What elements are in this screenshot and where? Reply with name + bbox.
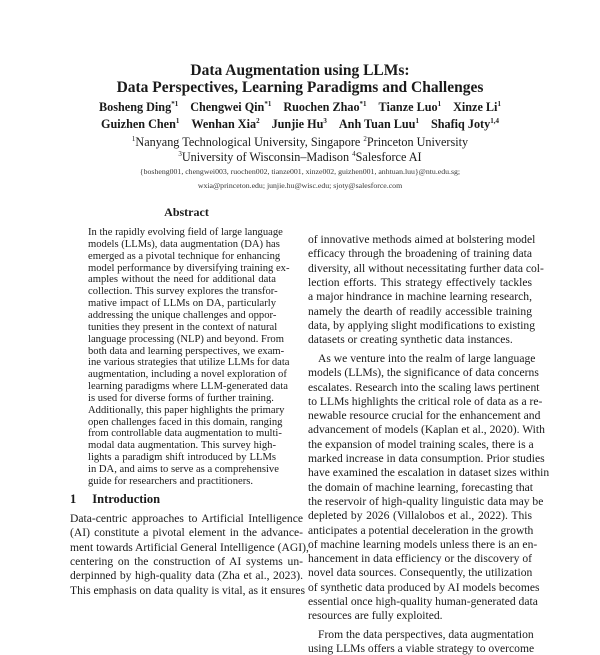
abstract-heading: Abstract xyxy=(164,205,209,219)
abstract-line: collection. This survey explores the transfor- xyxy=(88,286,278,298)
author-affiliation-mark: 2 xyxy=(256,117,260,125)
author-affiliation-mark: 1 xyxy=(415,117,419,125)
affiliation-name: Nanyang Technological University, Singapore xyxy=(135,135,364,150)
abstract-line: mative impact of LLMs on DA, particularly xyxy=(88,298,276,310)
section-number: 1 xyxy=(70,492,77,506)
abstract-line: addressing the unique challenges and oppor- xyxy=(88,309,277,321)
body-text-line: As we venture into the realm of large language xyxy=(318,351,536,365)
body-text-line: the reservoir of high-quality linguistic data may be xyxy=(308,494,544,508)
abstract-line: language processing (NLP) and beyond. From xyxy=(88,333,284,345)
introduction-line: This emphasis on data quality is vital, as it ensures xyxy=(70,583,306,597)
affiliation-mark: 3 xyxy=(178,150,182,158)
affiliation-line-2 xyxy=(0,150,600,165)
abstract-line: both data and learning perspectives, we exam- xyxy=(88,345,285,357)
body-text-line: datasets or creating synthetic data instances. xyxy=(308,333,513,347)
affiliation-name: University of Wisconsin–Madison xyxy=(181,150,353,165)
abstract-line: tunities they present in the context of natural xyxy=(88,321,278,333)
abstract-line: models (LLMs), data augmentation (DA) has xyxy=(88,238,280,250)
body-text-line: efficacy through the broadening of training data xyxy=(308,247,532,261)
body-text-line: anticipates a potential deceleration in the growth xyxy=(308,523,534,537)
author xyxy=(101,117,179,131)
body-text-line: data, by applying slight modifications to existing xyxy=(308,318,536,332)
author-name: Ruochen Zhao xyxy=(283,100,360,115)
affiliation-name: Princeton University xyxy=(366,135,469,150)
affiliation-name: Salesforce AI xyxy=(355,150,422,165)
introduction-line: derpinned by high-quality data (Zha et al., 2023). xyxy=(70,569,303,583)
introduction-line: (AI) constitute a pivotal element in the advance- xyxy=(70,526,303,540)
body-text-line: diversity, all without necessitating further data col- xyxy=(308,261,544,275)
abstract-line: open challenges faced in this domain, ranging xyxy=(88,416,283,428)
abstract-line: In the rapidly evolving field of large language xyxy=(88,227,283,238)
author-name: Junjie Hu xyxy=(271,117,324,132)
author xyxy=(453,100,501,114)
author xyxy=(339,117,419,131)
body-text-line: novel data sources. Consequently, the utilization xyxy=(308,566,533,580)
abstract-line: amples without the need for additional data xyxy=(88,274,276,286)
body-text-line: of synthetic data produced by AI models becomes xyxy=(308,580,540,594)
abstract-line: model performance by diversifying training ex- xyxy=(88,262,290,274)
abstract-line: emerged as a pivotal technique for enhancing xyxy=(88,250,281,262)
body-text-line: the expansion of model training scales, there is a xyxy=(308,437,534,451)
abstract-line: augmentation, including a novel exploration of xyxy=(88,369,287,381)
body-text-line: lection efforts. This strategy effectively tackles xyxy=(308,275,532,289)
author-name: Xinze Li xyxy=(453,100,498,115)
abstract-line: in DA, and aims to serve as a comprehensive xyxy=(88,464,279,475)
email-line-1: {bosheng001, chengwei003, ruochen002, tianze001, xinze002, guizhen001, anhtuan.luu}@ntu.edu.sg; xyxy=(139,167,461,176)
body-text-line: marked increase in data consumption. Prior studies xyxy=(308,452,545,465)
abstract-line: lights a paradigm shift introduced by LLMs xyxy=(88,452,276,464)
paper-title-line-1: Data Augmentation using LLMs: xyxy=(190,62,410,79)
author xyxy=(379,100,442,114)
author-affiliation-mark: 1,4 xyxy=(490,117,499,125)
section-title: Introduction xyxy=(92,492,161,506)
affiliation-mark: 1 xyxy=(131,135,136,143)
affiliation-line-1 xyxy=(0,135,600,150)
abstract-line: is used for diverse forms of further training. xyxy=(88,392,274,404)
author-affiliation-mark: *1 xyxy=(359,100,367,108)
abstract-line: learning paradigms where LLM-generated data xyxy=(88,381,289,393)
author xyxy=(283,100,366,114)
body-text-line: using LLMs offers a viable strategy to overcome xyxy=(308,642,535,655)
author-name: Shafiq Joty xyxy=(430,117,491,132)
author xyxy=(190,100,271,114)
introduction-line: centering on the construction of AI systems un- xyxy=(70,554,303,568)
paper-title-line-2: Data Perspectives, Learning Paradigms and Challenges xyxy=(116,79,484,96)
author-affiliation-mark: *1 xyxy=(171,100,179,108)
author-affiliation-mark: 3 xyxy=(323,117,327,125)
author-affiliation-mark: *1 xyxy=(264,100,272,108)
author xyxy=(431,117,499,131)
body-text-line: newable resource crucial for the enhancement and xyxy=(308,409,541,423)
introduction-line: Data-centric approaches to Artificial Intelligence xyxy=(70,512,303,525)
affiliation-mark: 4 xyxy=(352,150,356,158)
author-affiliation-mark: 1 xyxy=(175,117,180,125)
abstract-line: ine various strategies that utilize LLMs for data xyxy=(88,357,290,369)
body-text-line: namely the dearth of readily accessible training xyxy=(308,304,532,318)
body-text-line: escalates. Research into the scaling laws pertinent xyxy=(308,380,540,394)
introduction-heading xyxy=(70,492,160,507)
body-text-line: have examined the escalation in dataset sizes within xyxy=(308,466,550,480)
author-name: Tianze Luo xyxy=(378,100,438,115)
body-text-line: resources are fully exploited. xyxy=(308,609,443,623)
body-text-line: essential once high-quality human-generated data xyxy=(308,595,538,608)
author xyxy=(99,100,178,114)
author-line xyxy=(0,117,600,132)
author-affiliation-mark: 1 xyxy=(497,100,501,108)
author-affiliation-mark: 1 xyxy=(437,100,442,108)
body-text-line: From the data perspectives, data augmentation xyxy=(318,628,534,642)
abstract-line: Additionally, this paper highlights the primary xyxy=(88,404,285,416)
affiliation-mark: 2 xyxy=(363,135,367,143)
author-name: Anh Tuan Luu xyxy=(338,117,416,132)
abstract-line: modal data augmentation. This survey high- xyxy=(88,440,276,452)
body-text-line: advancement of models (Kaplan et al., 2020). With xyxy=(308,423,545,437)
body-text-line: of innovative methods aimed at bolstering model xyxy=(308,233,536,246)
author xyxy=(191,117,259,131)
author xyxy=(272,117,327,131)
body-text-line: hancement in data efficiency or the discovery of xyxy=(308,552,532,566)
abstract-line: from controllable data augmentation to multi- xyxy=(88,428,282,440)
abstract-line: guide for researchers and practitioners. xyxy=(88,475,254,487)
author-name: Bosheng Ding xyxy=(99,100,172,115)
body-text-line: of machine learning models unless there is an en- xyxy=(308,537,538,551)
body-text-line: a major hindrance in machine learning research, xyxy=(308,290,532,304)
body-text-line: models (LLMs), the significance of data concerns xyxy=(308,366,539,380)
author-name: Chengwei Qin xyxy=(190,100,265,115)
body-text-line: depleted by 2026 (Villalobos et al., 2022). This xyxy=(308,509,532,523)
author-name: Wenhan Xia xyxy=(191,117,257,132)
introduction-line: ment towards Artificial General Intelligence (AGI), xyxy=(70,540,309,554)
body-text-line: the domain of machine learning, forecasting that xyxy=(308,480,534,494)
email-line-2: wxia@princeton.edu; junjie.hu@wisc.edu; sjoty@salesforce.com xyxy=(197,181,403,190)
body-text-line: to LLMs highlights the critical role of data as a re- xyxy=(308,394,543,408)
author-line xyxy=(0,100,600,115)
author-name: Guizhen Chen xyxy=(101,117,176,132)
